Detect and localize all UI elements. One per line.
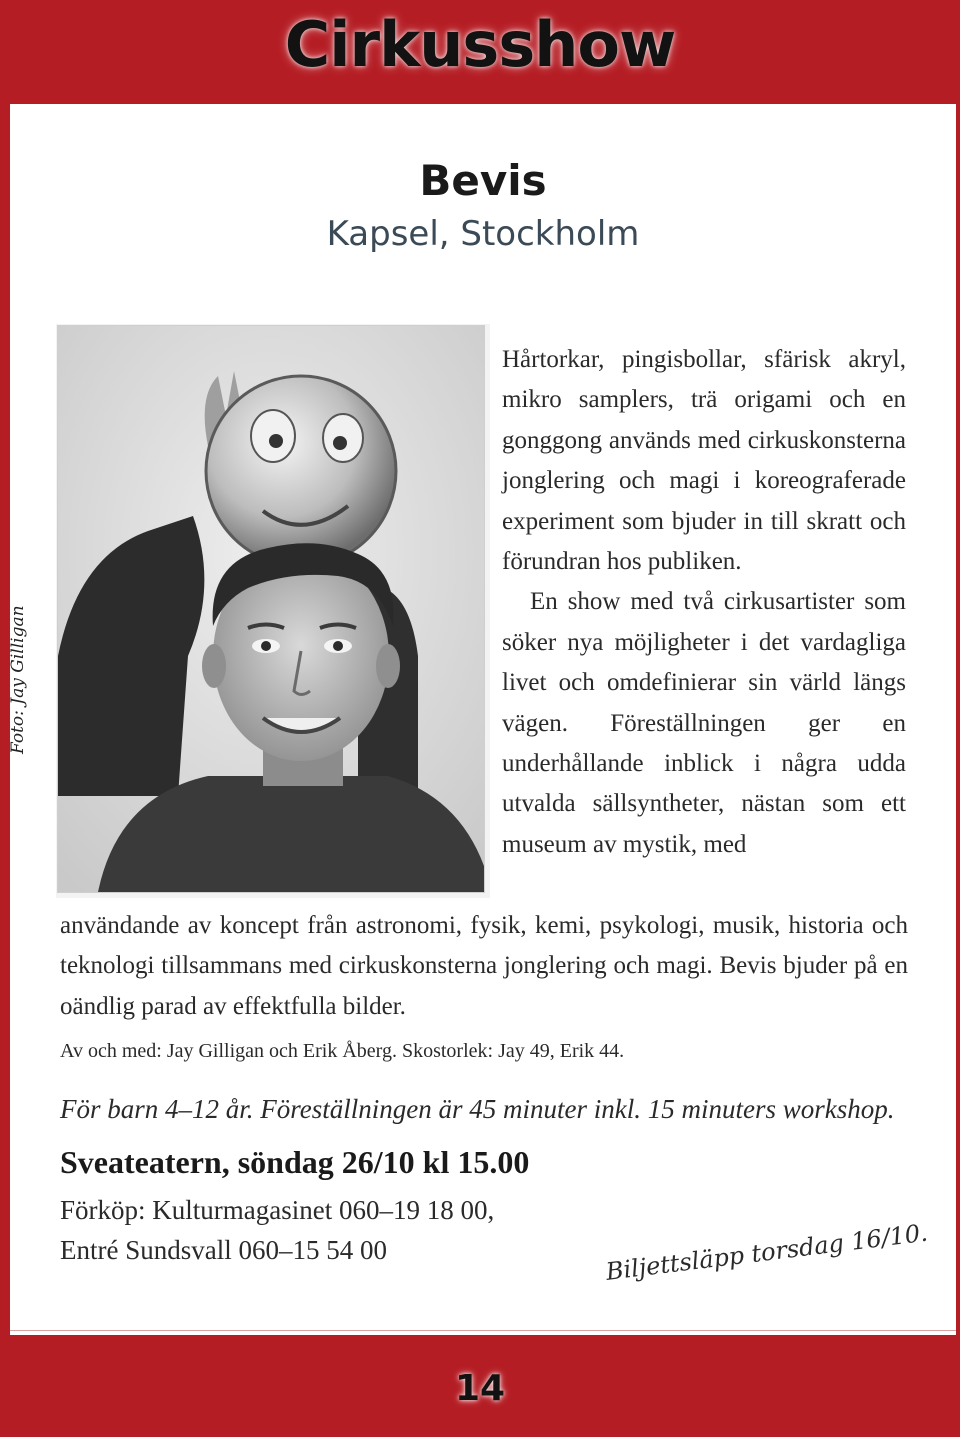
performer-photo <box>58 326 484 892</box>
description-paragraph-1: Hårtorkar, pingisbollar, sfärisk akryl, mikro samplers, trä origami och en gonggong används med cirkuskonsterna jonglering och magi i koreograferade experiment som bjuder in till skratt och förundran hos publiken. <box>502 346 906 576</box>
ticket-release-note: Biljettsläpp torsdag 16/10. <box>604 1218 930 1286</box>
age-and-duration: För barn 4–12 år. Föreställningen är 45 minuter inkl. 15 minuters workshop. <box>60 1094 895 1124</box>
description-paragraph-2-continued: användande av koncept från astronomi, fysik, kemi, psykologi, musik, historia och teknologi tillsammans med cirkuskonsterna jonglering och magi. Bevis bjuder på en oändlig parad av effektfulla bilder. <box>60 912 908 1020</box>
entry-line: Entré Sundsvall 060–15 54 00 <box>60 1235 387 1265</box>
show-title: Bevis <box>419 156 547 205</box>
description-column <box>502 340 906 865</box>
content-panel <box>10 104 956 1335</box>
venue-and-date: Sveateatern, söndag 26/10 kl 15.00 <box>60 1144 530 1180</box>
photo-credit: Foto: Jay Gilligan <box>8 605 28 754</box>
performer-photo-illustration <box>58 326 484 892</box>
page-header-title: Cirkusshow <box>284 8 676 81</box>
panel-divider <box>10 1330 956 1331</box>
page-number: 14 <box>454 1368 506 1409</box>
description-continued <box>60 906 908 1027</box>
show-subtitle: Kapsel, Stockholm <box>326 214 640 254</box>
presale-line: Förköp: Kulturmagasinet 060–19 18 00, <box>60 1195 495 1225</box>
cast-credits: Av och med: Jay Gilligan och Erik Åberg. Skostorlek: Jay 49, Erik 44. <box>60 1040 625 1062</box>
description-paragraph-2: En show med två cirkusartister som söker nya möjligheter i det vardagliga livet och omdefinierar sin värld längs vägen. Föreställningen ger en underhållande inblick i några udda utvalda sällsyntheter, nästan som ett museum av mystik, med <box>502 588 906 858</box>
